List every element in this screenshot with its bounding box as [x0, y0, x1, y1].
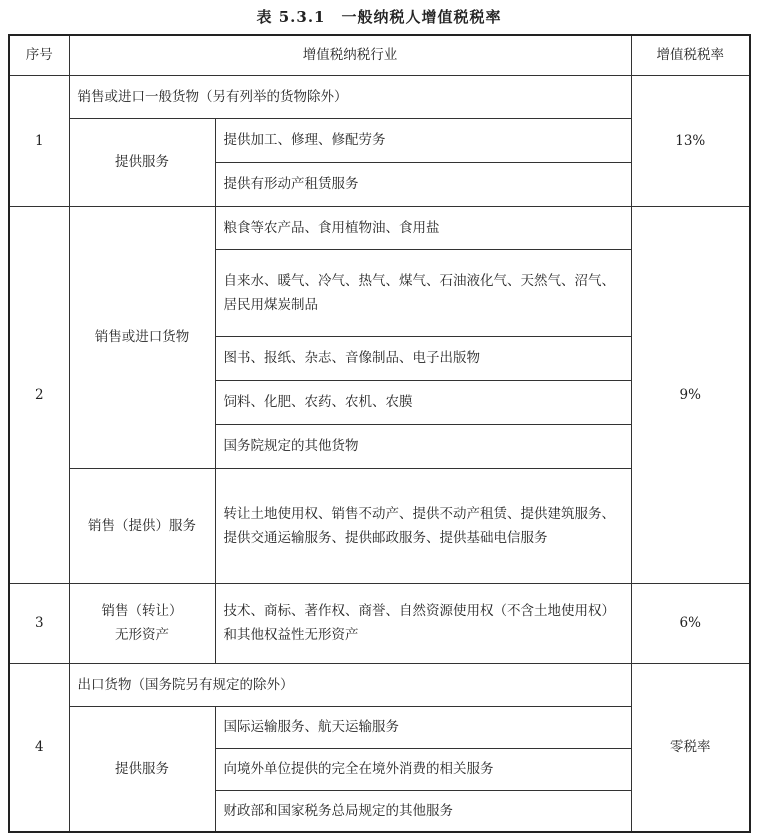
category-cell	[69, 583, 215, 663]
rate-cell: 9%	[631, 206, 750, 583]
item-cell: 粮食等农产品、食用植物油、食用盐	[215, 206, 631, 249]
header-rate: 增值税税率	[631, 35, 750, 75]
category-cell: 销售或进口一般货物（另有列举的货物除外）	[69, 75, 631, 118]
table-row	[9, 75, 750, 118]
table-title: 表 5.3.1 一般纳税人增值税税率	[256, 8, 502, 26]
item-cell: 图书、报纸、杂志、音像制品、电子出版物	[215, 336, 631, 380]
item-cell: 提供加工、修理、修配劳务	[215, 118, 631, 162]
item-cell: 自来水、暖气、冷气、热气、煤气、石油液化气、天然气、沼气、居民用煤炭制品	[215, 249, 631, 336]
item-cell: 向境外单位提供的完全在境外消费的相关服务	[215, 748, 631, 790]
category-cell: 提供服务	[69, 118, 215, 206]
category-line: 销售（转让）	[101, 603, 183, 619]
category-cell: 销售或进口货物	[69, 206, 215, 468]
rate-cell: 13%	[631, 75, 750, 206]
header-industry: 增值税纳税行业	[69, 35, 631, 75]
item-cell: 国务院规定的其他货物	[215, 424, 631, 468]
row-number: 2	[9, 206, 69, 583]
item-cell: 技术、商标、著作权、商誉、自然资源使用权（不含土地使用权）和其他权益性无形资产	[215, 583, 631, 663]
category-cell: 销售（提供）服务	[69, 468, 215, 583]
item-cell: 转让土地使用权、销售不动产、提供不动产租赁、提供建筑服务、提供交通运输服务、提供邮政服务、提供基础电信服务	[215, 468, 631, 583]
rate-cell: 零税率	[631, 663, 750, 832]
rate-cell: 6%	[631, 583, 750, 663]
vat-rate-table	[8, 34, 751, 833]
item-cell: 财政部和国家税务总局规定的其他服务	[215, 790, 631, 832]
table-row	[9, 206, 750, 249]
row-number: 3	[9, 583, 69, 663]
item-cell: 提供有形动产租赁服务	[215, 162, 631, 206]
item-cell: 国际运输服务、航天运输服务	[215, 706, 631, 748]
category-cell: 提供服务	[69, 706, 215, 832]
table-row	[9, 663, 750, 706]
table-row	[9, 583, 750, 663]
row-number: 1	[9, 75, 69, 206]
item-cell: 饲料、化肥、农药、农机、农膜	[215, 380, 631, 424]
category-cell: 出口货物（国务院另有规定的除外）	[69, 663, 631, 706]
header-row	[9, 35, 750, 75]
header-no: 序号	[9, 35, 69, 75]
category-line: 无形资产	[115, 627, 169, 643]
row-number: 4	[9, 663, 69, 832]
